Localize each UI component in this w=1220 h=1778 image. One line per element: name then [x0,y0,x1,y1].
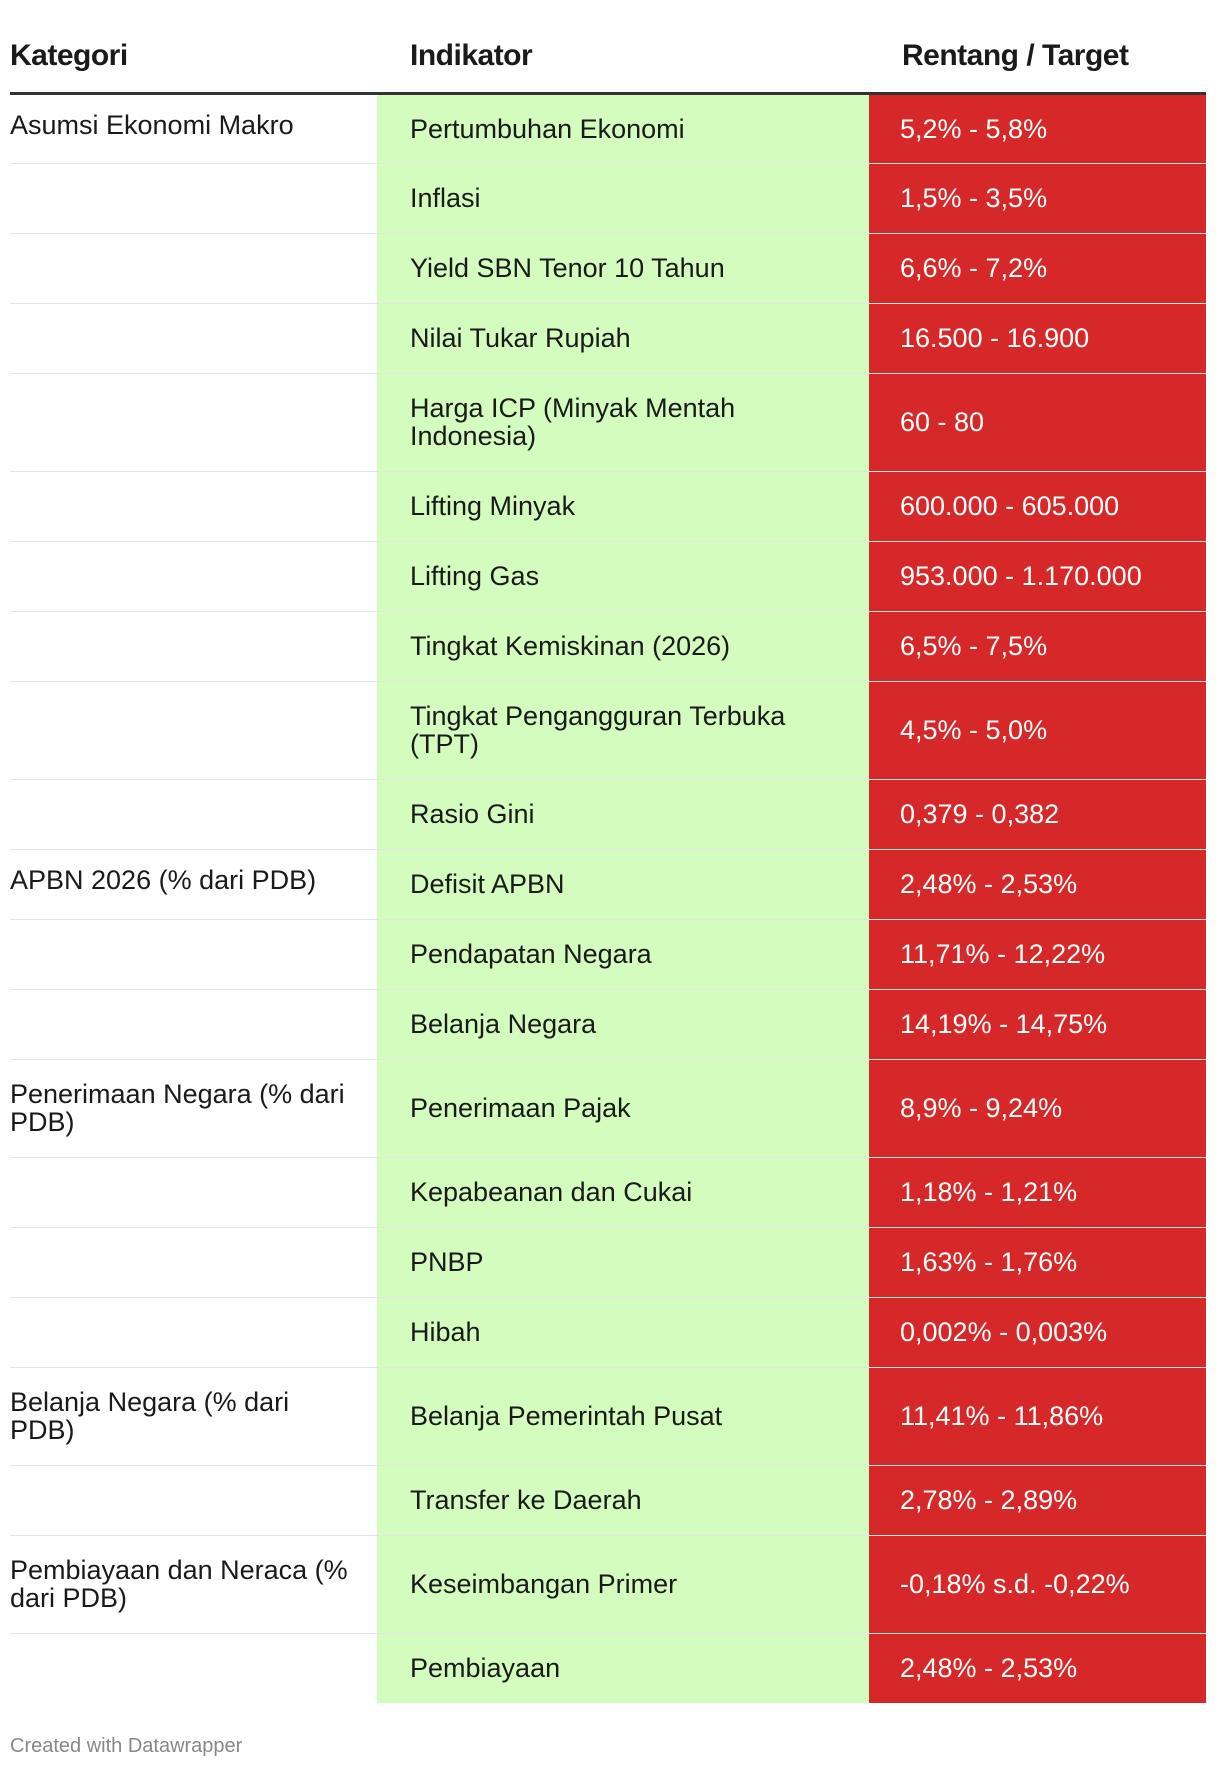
cell-indikator: Pendapatan Negara [377,919,869,989]
cell-kategori [10,989,377,1059]
table-row [10,1633,1206,1703]
header-row [10,0,1206,93]
cell-kategori [10,1633,377,1703]
cell-kategori [10,1465,377,1535]
cell-indikator: Tingkat Pengangguran Terbuka (TPT) [377,681,869,779]
cell-rentang: 14,19% - 14,75% [869,989,1206,1059]
table-row [10,233,1206,303]
table-row [10,919,1206,989]
table-row [10,1297,1206,1367]
cell-kategori: Penerimaan Negara (% dari PDB) [10,1059,377,1157]
cell-indikator: Nilai Tukar Rupiah [377,303,869,373]
cell-indikator: Transfer ke Daerah [377,1465,869,1535]
cell-indikator: Harga ICP (Minyak Mentah Indonesia) [377,373,869,471]
table-row [10,1059,1206,1157]
cell-kategori [10,611,377,681]
cell-indikator: Kepabeanan dan Cukai [377,1157,869,1227]
cell-rentang: 2,48% - 2,53% [869,849,1206,919]
cell-rentang: 6,5% - 7,5% [869,611,1206,681]
table-row [10,303,1206,373]
cell-rentang: 5,2% - 5,8% [869,93,1206,163]
cell-indikator: Belanja Pemerintah Pusat [377,1367,869,1465]
table-row [10,849,1206,919]
cell-kategori [10,541,377,611]
footer-credit: Created with Datawrapper [10,1735,243,1757]
cell-kategori: Belanja Negara (% dari PDB) [10,1367,377,1465]
cell-indikator: Tingkat Kemiskinan (2026) [377,611,869,681]
cell-kategori [10,681,377,779]
cell-rentang: 1,18% - 1,21% [869,1157,1206,1227]
table-header [10,0,1206,93]
cell-rentang: 8,9% - 9,24% [869,1059,1206,1157]
cell-kategori [10,1227,377,1297]
cell-kategori [10,1297,377,1367]
cell-kategori [10,373,377,471]
cell-kategori: APBN 2026 (% dari PDB) [10,849,377,919]
table-row [10,541,1206,611]
table-row [10,93,1206,163]
table-row [10,779,1206,849]
cell-rentang: 11,41% - 11,86% [869,1367,1206,1465]
cell-rentang: 4,5% - 5,0% [869,681,1206,779]
cell-indikator: Lifting Minyak [377,471,869,541]
table-row [10,163,1206,233]
cell-indikator: Belanja Negara [377,989,869,1059]
table-body [10,93,1206,1703]
data-table [10,0,1206,1703]
cell-rentang: 953.000 - 1.170.000 [869,541,1206,611]
data-table-container [10,0,1206,1703]
table-row [10,1157,1206,1227]
cell-kategori [10,163,377,233]
cell-indikator: PNBP [377,1227,869,1297]
cell-kategori [10,471,377,541]
cell-indikator: Keseimbangan Primer [377,1535,869,1633]
cell-rentang: 6,6% - 7,2% [869,233,1206,303]
cell-rentang: 2,48% - 2,53% [869,1633,1206,1703]
cell-rentang: 60 - 80 [869,373,1206,471]
cell-rentang: 0,002% - 0,003% [869,1297,1206,1367]
cell-indikator: Inflasi [377,163,869,233]
cell-rentang: 11,71% - 12,22% [869,919,1206,989]
table-row [10,1465,1206,1535]
cell-rentang: 16.500 - 16.900 [869,303,1206,373]
cell-kategori [10,303,377,373]
table-row [10,1227,1206,1297]
cell-rentang: 2,78% - 2,89% [869,1465,1206,1535]
cell-indikator: Yield SBN Tenor 10 Tahun [377,233,869,303]
table-row [10,471,1206,541]
cell-rentang: 1,63% - 1,76% [869,1227,1206,1297]
column-header-kategori[interactable]: Kategori [10,0,377,93]
cell-kategori: Pembiayaan dan Neraca (% dari PDB) [10,1535,377,1633]
cell-kategori [10,919,377,989]
cell-kategori [10,779,377,849]
cell-indikator: Defisit APBN [377,849,869,919]
cell-rentang: 0,379 - 0,382 [869,779,1206,849]
table-row [10,1535,1206,1633]
cell-indikator: Pembiayaan [377,1633,869,1703]
cell-indikator: Hibah [377,1297,869,1367]
cell-rentang: 1,5% - 3,5% [869,163,1206,233]
table-row [10,989,1206,1059]
cell-indikator: Penerimaan Pajak [377,1059,869,1157]
cell-kategori: Asumsi Ekonomi Makro [10,93,377,163]
cell-indikator: Rasio Gini [377,779,869,849]
table-row [10,1367,1206,1465]
cell-rentang: -0,18% s.d. -0,22% [869,1535,1206,1633]
cell-kategori [10,1157,377,1227]
column-header-rentang[interactable]: Rentang / Target [869,0,1206,93]
cell-rentang: 600.000 - 605.000 [869,471,1206,541]
cell-indikator: Pertumbuhan Ekonomi [377,93,869,163]
cell-kategori [10,233,377,303]
column-header-indikator[interactable]: Indikator [377,0,869,93]
table-row [10,611,1206,681]
table-row [10,681,1206,779]
table-row [10,373,1206,471]
cell-indikator: Lifting Gas [377,541,869,611]
